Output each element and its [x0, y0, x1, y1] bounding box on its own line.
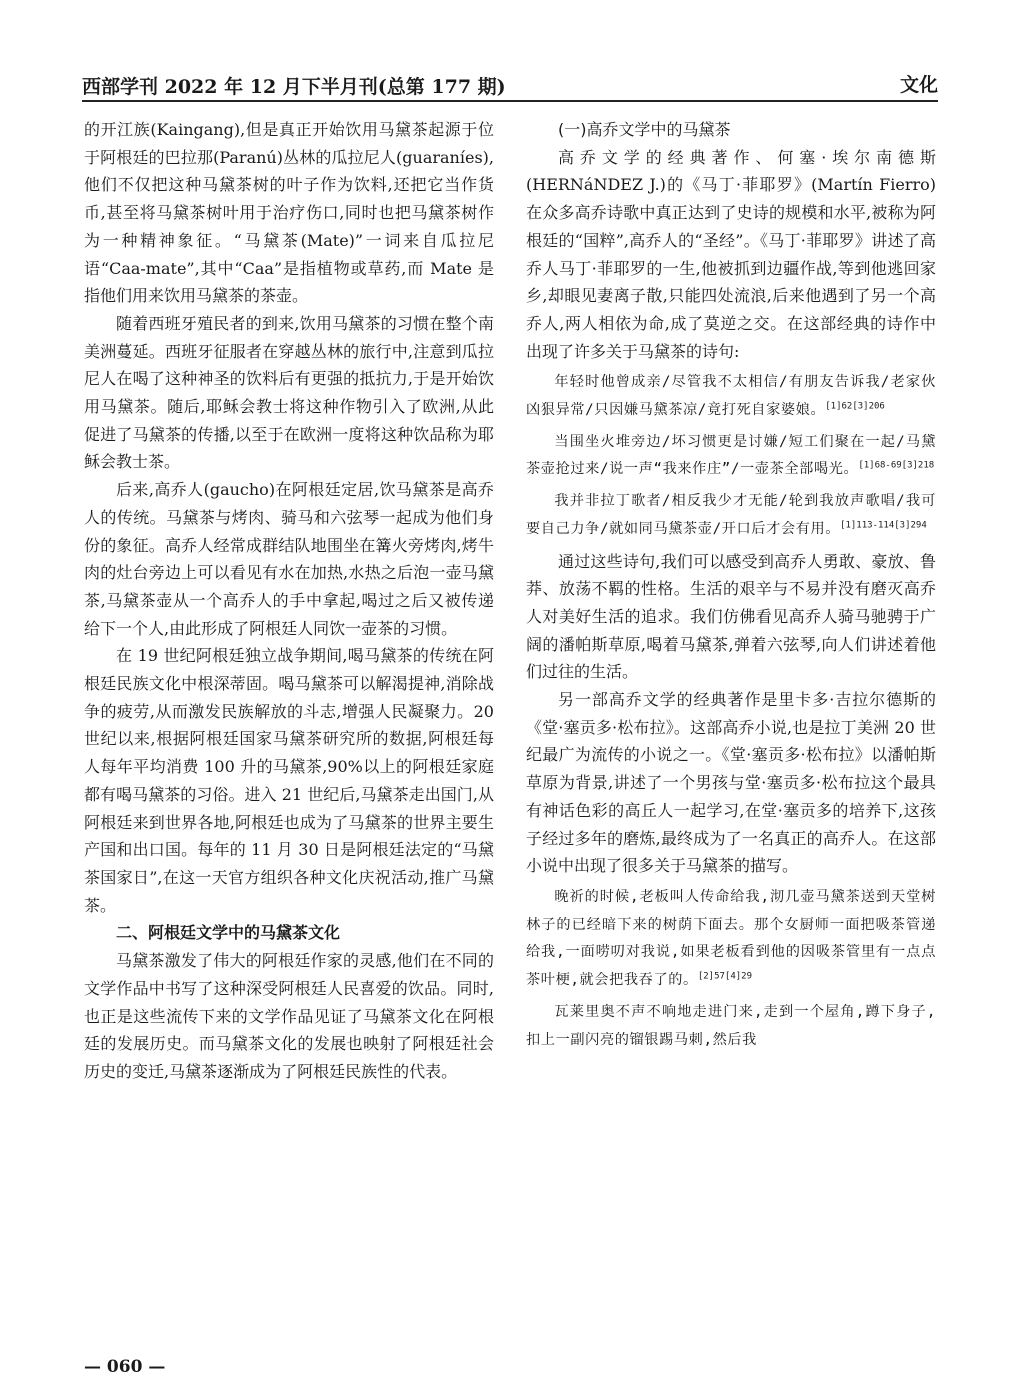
quote-text: 年轻时他曾成亲/尽管我不太相信/有朋友告诉我/老家伙凶狠异常/只因嫌马黛茶凉/竟打死自家婆娘。	[526, 374, 936, 419]
paragraph: 随着西班牙殖民者的到来,饮用马黛茶的习惯在整个南美洲蔓延。西班牙征服者在穿越丛林的旅行中,注意到瓜拉尼人在喝了这种神圣的饮料后有更强的抵抗力,于是开始饮用马黛茶。随后,耶稣会教士将这种作物引入了欧洲,从此促进了马黛茶的传播,以至于在欧洲一度将这种饮品称为耶稣会教士茶。	[84, 313, 494, 472]
citation-ref: [1]113-114[3]294	[840, 520, 927, 531]
poem-quote	[526, 369, 936, 424]
section-heading: 二、阿根廷文学中的马黛茶文化	[116, 923, 341, 943]
paragraph: 在 19 世纪阿根廷独立战争期间,喝马黛茶的传统在阿根廷民族文化中根深蒂固。喝马黛茶可以解渴提神,消除战争的疲劳,从而激发民族解放的斗志,增强人民凝聚力。20 世纪以来,根据阿根廷国家马黛茶研究所的数据,阿根廷每人每年平均消费 100 升的马黛茶,90%以上的阿根廷家庭都有喝马黛茶的习俗。进入 21 世纪后,马黛茶走出国门,从阿根廷来到世界各地,阿根廷也成为了马黛茶的世界主要生产国和出口国。每年的 11 月 30 日是阿根廷法定的“马黛茶国家日”,在这一天官方组织各种文化庆祝活动,推广马黛茶。	[84, 646, 494, 915]
novel-quote	[526, 884, 936, 995]
right-column	[526, 116, 936, 1058]
paragraph: 的开江族(Kaingang),但是真正开始饮用马黛茶起源于位于阿根廷的巴拉那(Paranú)丛林的瓜拉尼人(guaraníes),他们不仅把这种马黛茶树的叶子作为饮料,还把它当作货币,甚至将马黛茶树叶用于治疗伤口,同时也把马黛茶树作为一种精神象征。“马黛茶(Mate)”一词来自瓜拉尼语“Caa-mate”,其中“Caa”是指植物或草药,而 Mate 是指他们用来饮用马黛茶的茶壶。	[84, 120, 494, 306]
page-number: — 060 —	[84, 1357, 166, 1377]
quote-text: 我并非拉丁歌者/相反我少才无能/轮到我放声歌唱/我可要自己力争/就如同马黛茶壶/开口后才会有用。	[526, 493, 936, 537]
left-column	[84, 116, 494, 1086]
poem-quote	[526, 429, 936, 484]
citation-ref: [1]68-69[3]218	[858, 460, 935, 471]
poem-quote	[526, 488, 936, 543]
quote-text: 晚祈的时候,老板叫人传命给我,沏几壶马黛茶送到天堂树林子的已经暗下来的树荫下面去。那个女厨师一面把吸茶管递给我,一面唠叨对我说,如果老板看到他的因吸茶管里有一点点茶叶梗,就会把我吞了的。	[526, 888, 936, 989]
paragraph: 另一部高乔文学的经典著作是里卡多·吉拉尔德斯的《堂·塞贡多·松布拉》。这部高乔小说,也是拉丁美洲 20 世纪最广为流传的小说之一。《堂·塞贡多·松布拉》以潘帕斯草原为背景,讲述了一个男孩与堂·塞贡多·松布拉这个最具有神话色彩的高丘人一起学习,在堂·塞贡多的培养下,这孩子经过多年的磨炼,最终成为了一名真正的高乔人。在这部小说中出现了很多关于马黛茶的描写。	[526, 690, 936, 876]
running-header	[82, 70, 938, 102]
paragraph: 马黛茶激发了伟大的阿根廷作家的灵感,他们在不同的文学作品中书写了这种深受阿根廷人民喜爱的饮品。同时,也正是这些流传下来的文学作品见证了马黛茶文化在阿根廷的发展历史。而马黛茶文化的发展也映射了阿根廷社会历史的变迁,马黛茶逐渐成为了阿根廷民族性的代表。	[84, 951, 494, 1081]
novel-quote: 瓦莱里奥不声不响地走进门来,走到一个屋角,蹲下身子,扣上一副闪亮的镏银踢马刺,然后我	[526, 1003, 936, 1048]
citation-ref: [1]62[3]206	[825, 401, 885, 412]
paragraph: 高乔文学的经典著作、何塞·埃尔南德斯(HERNáNDEZ J.)的《马丁·菲耶罗》(Martín Fierro)在众多高乔诗歌中真正达到了史诗的规模和水平,被称为阿根廷的“国粹”,高乔人的“圣经”。《马丁·菲耶罗》讲述了高乔人马丁·菲耶罗的一生,他被抓到边疆作战,等到他逃回家乡,却眼见妻离子散,只能四处流浪,后来他遇到了另一个高乔人,两人相依为命,成了莫逆之交。在这部经典的诗作中出现了许多关于马黛茶的诗句:	[526, 147, 936, 361]
quote-text: 当围坐火堆旁边/坏习惯更是讨嫌/短工们聚在一起/马黛茶壶抢过来/说一声“我来作庄”/一壶茶全部喝光。	[526, 433, 936, 478]
paragraph: 后来,高乔人(gaucho)在阿根廷定居,饮马黛茶是高乔人的传统。马黛茶与烤肉、骑马和六弦琴一起成为他们身份的象征。高乔人经常成群结队地围坐在篝火旁烤肉,烤牛肉的灶台旁边上可以看见有水在加热,水热之后泡一壶马黛茶,马黛茶壶从一个高乔人的手中拿起,喝过之后又被传递给下一个人,由此形成了阿根廷人同饮一壶茶的习惯。	[84, 480, 494, 638]
section-label: 文化	[899, 74, 938, 96]
paragraph: 通过这些诗句,我们可以感受到高乔人勇敢、豪放、鲁莽、放荡不羁的性格。生活的艰辛与不易并没有磨灭高乔人对美好生活的追求。我们仿佛看见高乔人骑马驰骋于广阔的潘帕斯草原,喝着马黛茶,弹着六弦琴,向人们讲述着他们过往的生活。	[526, 551, 936, 682]
journal-title: 西部学刊 2022 年 12 月下半月刊(总第 177 期)	[82, 76, 506, 98]
citation-ref: [2]57[4]29	[697, 971, 752, 982]
subsection-heading: (一)高乔文学中的马黛茶	[558, 120, 731, 139]
